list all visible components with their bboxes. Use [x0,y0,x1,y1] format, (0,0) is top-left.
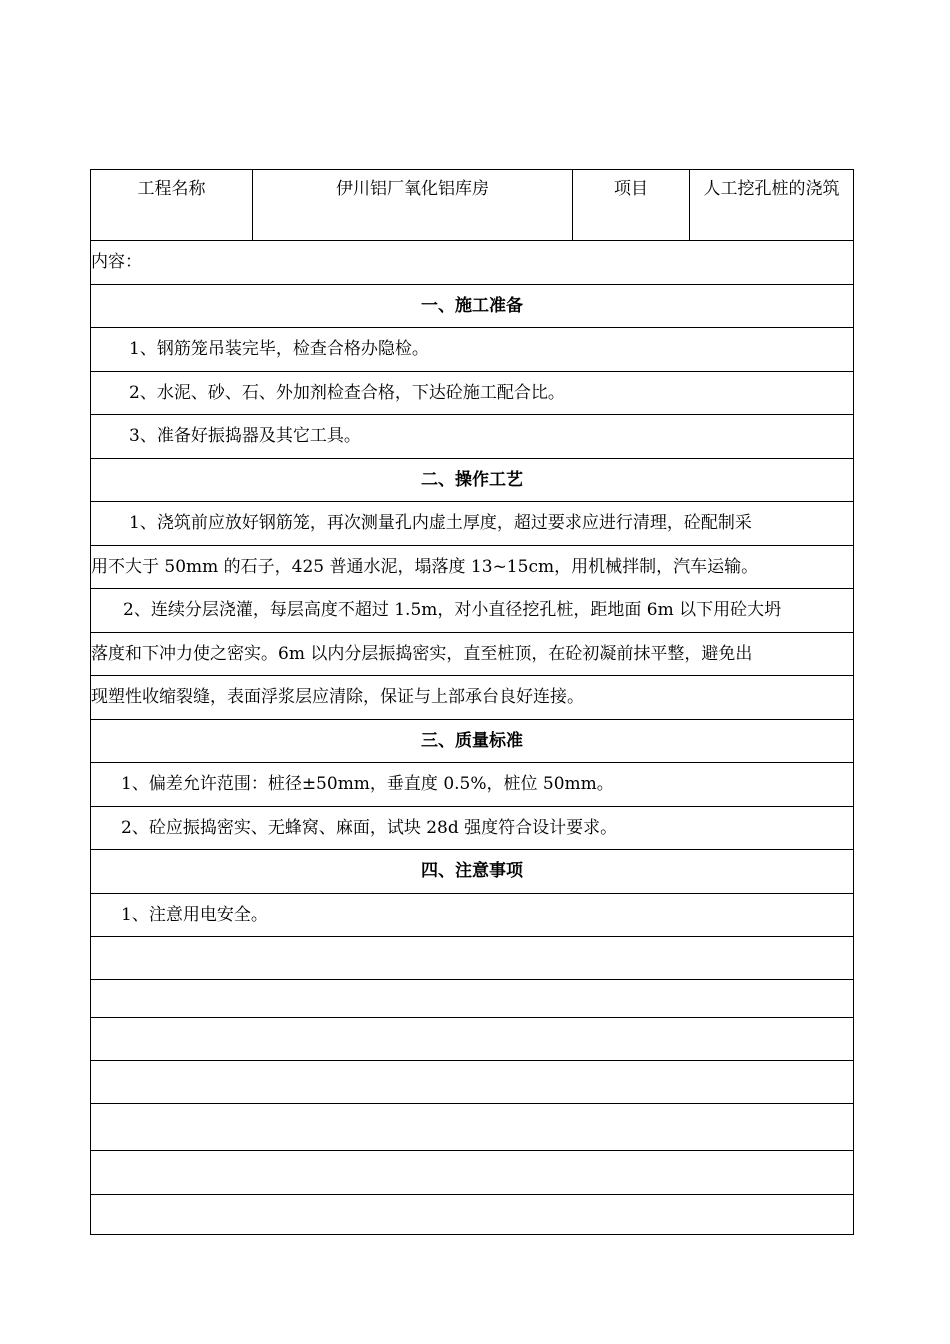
project-name-value: 伊川铝厂氧化铝库房 [253,170,573,241]
section-line: 1、浇筑前应放好钢筋笼，再次测量孔内虚土厚度，超过要求应进行清理，砼配制采 [90,502,854,546]
empty-row [90,937,854,980]
section-line: 3、准备好振捣器及其它工具。 [90,415,854,459]
section-line: 用不大于 50mm 的石子，425 普通水泥，塌落度 13~15cm，用机械拌制，汽车运输。 [90,546,854,590]
section-line: 1、注意用电安全。 [90,894,854,938]
section-line: 2、水泥、砂、石、外加剂检查合格，下达砼施工配合比。 [90,372,854,416]
project-name-label: 工程名称 [91,170,253,241]
header-row [90,169,854,241]
item-value: 人工挖孔桩的浇筑 [703,179,840,199]
content-label: 内容： [90,241,854,285]
section-line: 2、连续分层浇灌，每层高度不超过 1.5m，对小直径挖孔桩，距地面 6m 以下用砼大坍 [90,589,854,633]
section-line: 1、偏差允许范围：桩径±50mm，垂直度 0.5%，桩位 50mm。 [90,763,854,807]
empty-row [90,1151,854,1195]
section-line: 1、钢筋笼吊装完毕，检查合格办隐检。 [90,328,854,372]
section-line: 现塑性收缩裂缝，表面浮浆层应清除，保证与上部承台良好连接。 [90,676,854,720]
empty-row [90,1018,854,1061]
construction-form [90,169,854,1235]
section-line: 2、砼应振捣密实、无蜂窝、麻面，试块 28d 强度符合设计要求。 [90,807,854,851]
section-title: 一、施工准备 [90,285,854,329]
section-title: 二、操作工艺 [90,459,854,503]
empty-row [90,1061,854,1104]
section-line: 落度和下冲力使之密实。6m 以内分层振捣密实，直至桩顶，在砼初凝前抹平整，避免出 [90,633,854,677]
item-label: 项目 [573,170,690,241]
section-title: 三、质量标准 [90,720,854,764]
section-title: 四、注意事项 [90,850,854,894]
empty-row [90,980,854,1018]
empty-row [90,1195,854,1235]
empty-row [90,1104,854,1151]
